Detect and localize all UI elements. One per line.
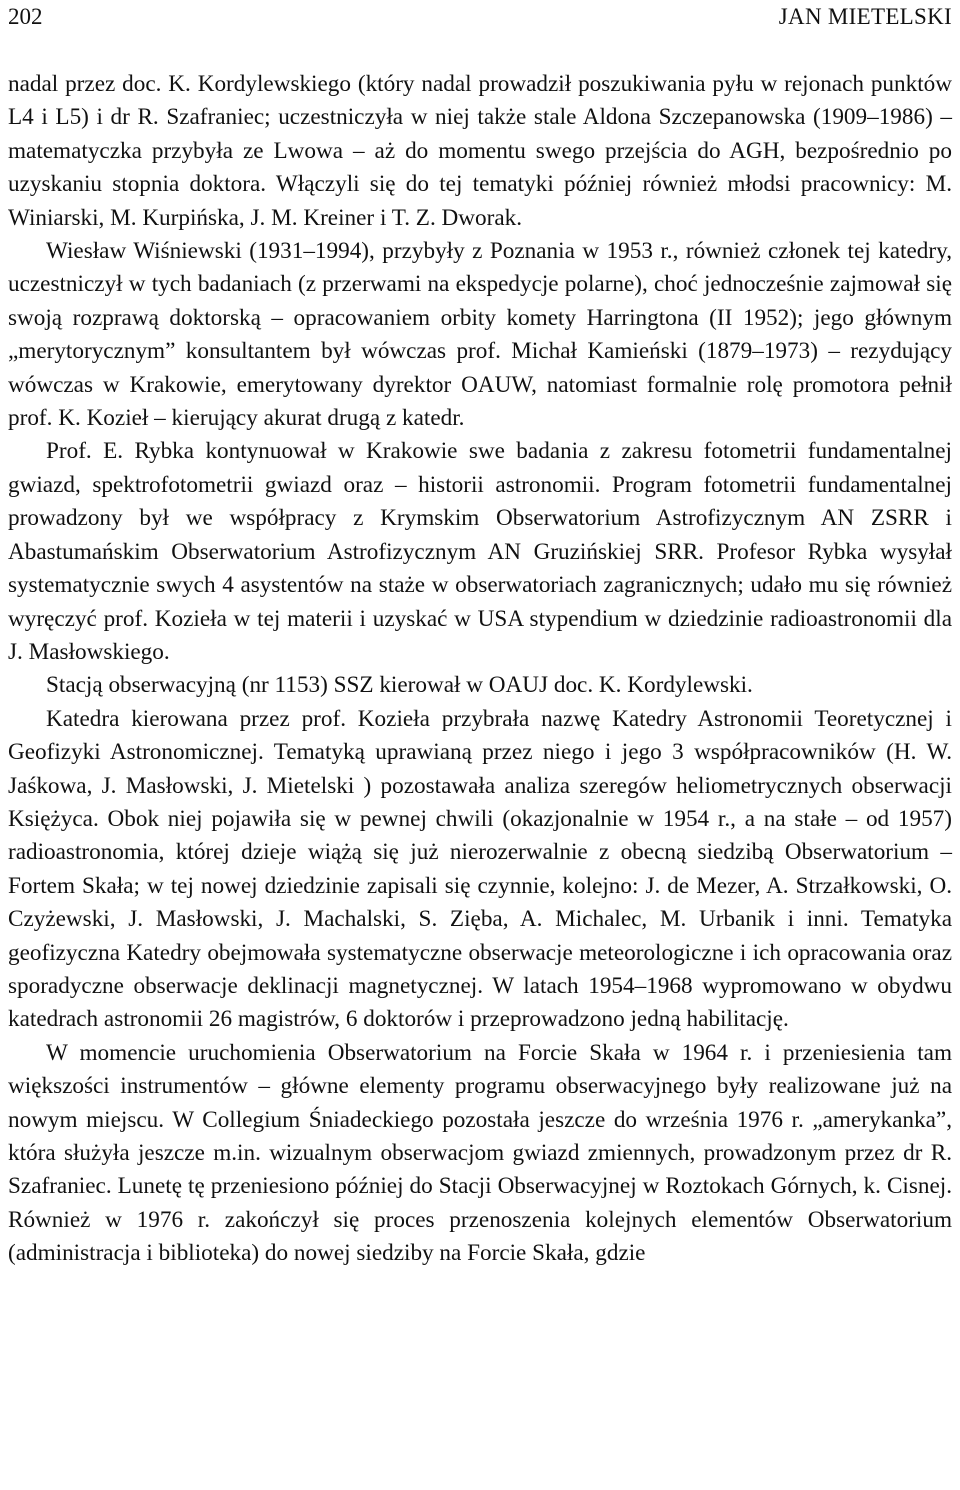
body-text [8, 68, 952, 1271]
book-page [8, 0, 952, 1271]
page-header [8, 0, 952, 42]
paragraph-4: Stacją obserwacyjną (nr 1153) SSZ kierował w OAUJ doc. K. Kordylewski. [46, 672, 753, 699]
paragraph-5: Katedra kierowana przez prof. Kozieła przybrała nazwę Katedry Astronomii Teoretycznej i Geofizyki Astronomicznej. Tematyką uprawianą przez niego i jego 3 współpracowników (H. W. Jaśkowa, J. Masłowski, J. Mietelski ) pozostawała analiza szeregów heliometrycznych obserwacji Księżyca. Obok niej pojawiła się w pewnej chwili (okazjonalnie w 1954 r., a na stałe – od 1957) radioastronomia, której dzieje wiążą się już nierozerwalnie z obecną siedzibą Obserwatorium – Fortem Skała; w tej nowej dziedzinie zapisali się czynnie, kolejno: J. de Mezer, A. Strzałkowski, O. Czyżewski, J. Masłowski, J. Machalski, S. Zięba, A. Michalec, M. Urbanik i inni. Tematyka geofizyczna Katedry obejmowała systematyczne obserwacje meteorologiczne i ich opracowania oraz sporadyczne obserwacje deklinacji magnetycznej. W latach 1954–1968 wypromowano w obydwu katedrach astronomii 26 magistrów, 6 doktorów i przeprowadzono jedną habilitację. [8, 705, 952, 1033]
paragraph-1: nadal przez doc. K. Kordylewskiego (który nadal prowadził poszukiwania pyłu w rejonach punktów L4 i L5) i dr R. Szafraniec; uczestniczyła w niej także stale Aldona Szczepanowska (1909–1986) – matematyczka przybyła ze Lwowa – aż do momentu swego przejścia do AGH, bezpośrednio po uzyskaniu stopnia doktora. Włączyli się do tej tematyki później również młodsi pracownicy: M. Winiarski, M. Kurpińska, J. M. Kreiner i T. Z. Dworak. [8, 71, 952, 231]
page-number: 202 [8, 4, 43, 29]
paragraph-6: W momencie uruchomienia Obserwatorium na Forcie Skała w 1964 r. i przeniesienia tam większości instrumentów – główne elementy programu obserwacyjnego były realizowane już na nowym miejscu. W Collegium Śniadeckiego pozostała jeszcze do września 1976 r. „amerykanka”, która służyła jeszcze m.in. wizualnym obserwacjom gwiazd zmiennych, prowadzonym przez dr R. Szafraniec. Lunetę tę przeniesiono później do Stacji Obserwacyjnej w Roztokach Górnych, k. Cisnej. Również w 1976 r. zakończył się proces przenoszenia kolejnych elementów Obserwatorium (administracja i biblioteka) do nowej siedziby na Forcie Skała, gdzie [8, 1039, 952, 1267]
paragraph-3: Prof. E. Rybka kontynuował w Krakowie swe badania z zakresu fotometrii fundamentalnej gwiazd, spektrofotometrii gwiazd oraz – historii astronomii. Program fotometrii fundamentalnej prowadzony był we współpracy z Krymskim Obserwatorium Astrofizycznym AN ZSRR i Abastumańskim Obserwatorium Astrofizycznym AN Gruzińskiej SRR. Profesor Rybka wysyłał systematycznie swych 4 asystentów na staże w obserwatoriach zagranicznych; udało mu się również wyręczyć prof. Kozieła w tej materii i uzyskać w USA stypendium w dziedzinie radioastronomii dla J. Masłowskiego. [8, 438, 952, 665]
running-head: JAN MIETELSKI [778, 4, 952, 29]
paragraph-2: Wiesław Wiśniewski (1931–1994), przybyły z Poznania w 1953 r., również członek tej katedry, uczestniczył w tych badaniach (z przerwami na ekspedycje polarne), choć jednocześnie zajmował się swoją rozprawą doktorską – opracowaniem orbity komety Harringtona (II 1952); jego głównym „merytorycznym” konsultantem był wówczas prof. Michał Kamieński (1879–1973) – rezydujący wówczas w Krakowie, emerytowany dyrektor OAUW, natomiast formalnie rolę promotora pełnił prof. K. Kozieł – kierujący akurat drugą z katedr. [8, 238, 952, 432]
